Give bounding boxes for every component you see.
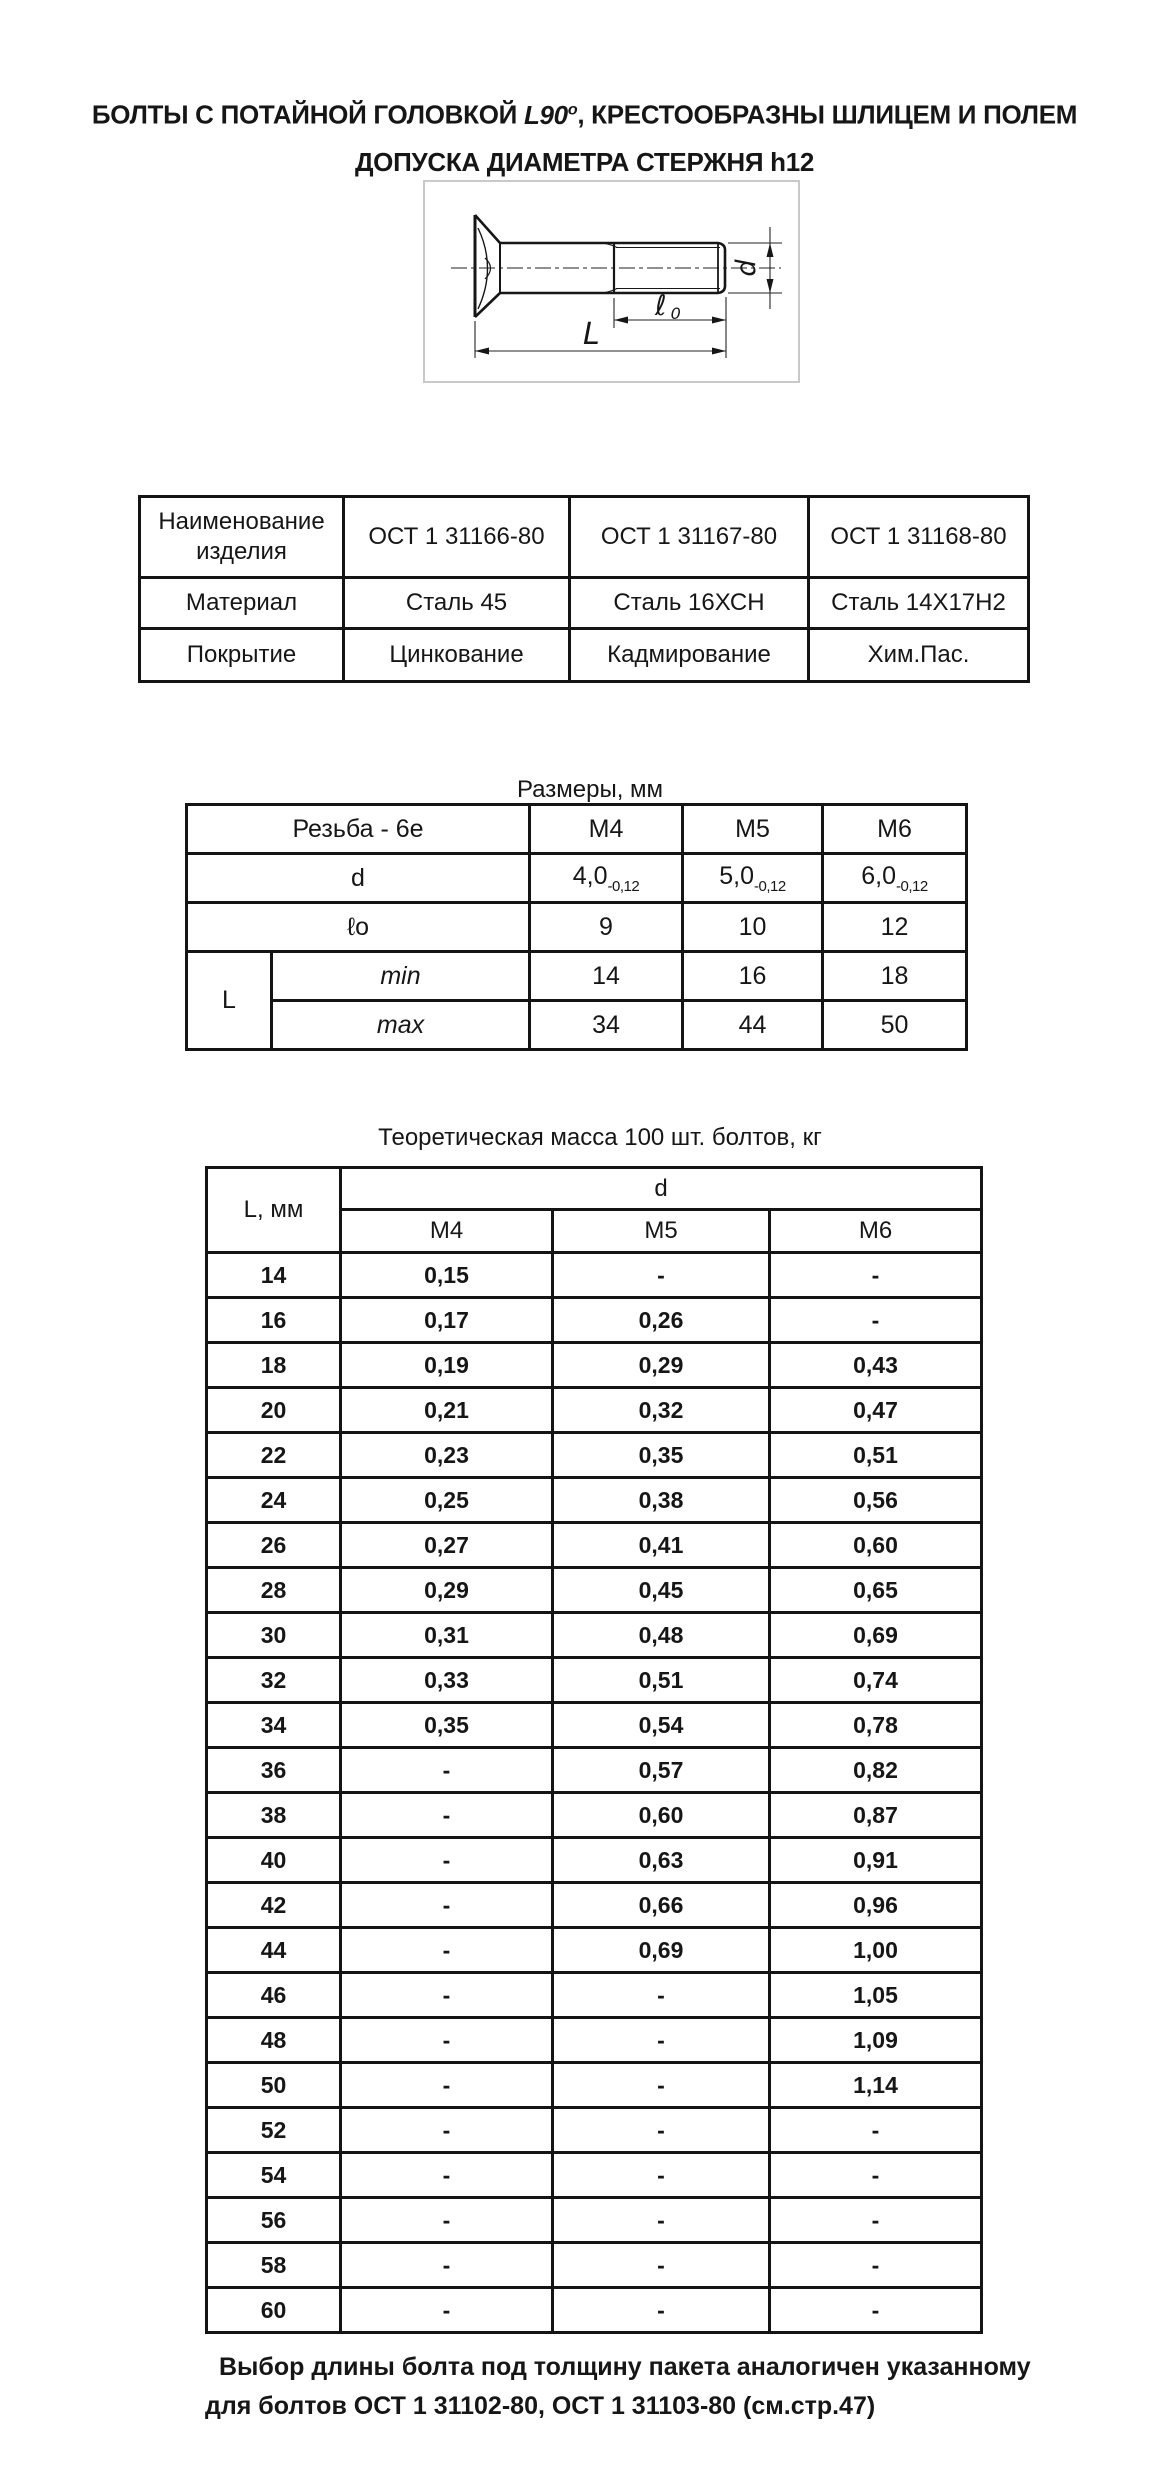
- arrow-d-top: [767, 243, 774, 257]
- arrow-l0-right: [712, 317, 726, 324]
- title-text-cont: , КРЕСТООБРАЗНЫ ШЛИЦЕМ И ПОЛЕМ: [577, 99, 1078, 130]
- size-header: М5: [683, 805, 823, 854]
- title-line-2: ДОПУСКА ДИАМЕТРА СТЕРЖНЯ h12: [354, 146, 815, 177]
- page-title: [0, 86, 1169, 186]
- mass-value: 0,63: [553, 1838, 770, 1883]
- mass-value: 1,05: [770, 1973, 982, 2018]
- table-row: [140, 497, 1029, 578]
- length-value: 32: [207, 1658, 341, 1703]
- mass-value: 1,00: [770, 1928, 982, 1973]
- product-standard: ОСТ 1 31166-80: [344, 497, 570, 578]
- length-value: 58: [207, 2243, 341, 2288]
- mass-value: -: [341, 2198, 553, 2243]
- table-row: [207, 1748, 982, 1793]
- mass-value: -: [770, 2243, 982, 2288]
- size-header: М4: [341, 1210, 553, 1253]
- mass-value: 0,82: [770, 1748, 982, 1793]
- mass-value: -: [341, 2108, 553, 2153]
- product-standard: ОСТ 1 31168-80: [809, 497, 1029, 578]
- table-row: [207, 1568, 982, 1613]
- mass-value: 1,09: [770, 2018, 982, 2063]
- d-nominal: 6,0: [861, 861, 897, 890]
- mass-value: 0,69: [553, 1928, 770, 1973]
- length-value: 48: [207, 2018, 341, 2063]
- d-value: [683, 854, 823, 903]
- table-row: [207, 1478, 982, 1523]
- label-d: d: [731, 259, 762, 277]
- dimensions-caption: Размеры, мм: [516, 776, 664, 803]
- d-nominal: 4,0: [572, 861, 608, 890]
- table-row: [207, 1613, 982, 1658]
- size-header: М4: [530, 805, 683, 854]
- length-value: 50: [207, 2063, 341, 2108]
- mass-value: 0,47: [770, 1388, 982, 1433]
- mass-value: 0,74: [770, 1658, 982, 1703]
- table-row: [187, 854, 967, 903]
- mass-value: 0,66: [553, 1883, 770, 1928]
- d-column-header: d: [341, 1168, 982, 1210]
- mass-value: 0,51: [770, 1433, 982, 1478]
- mass-value: -: [341, 2018, 553, 2063]
- length-value: 36: [207, 1748, 341, 1793]
- coating-value: Кадмирование: [570, 629, 809, 682]
- dimensions-table: [185, 803, 968, 1051]
- mass-value: 0,29: [553, 1343, 770, 1388]
- mass-value: -: [341, 1883, 553, 1928]
- label-L: L: [583, 317, 600, 352]
- L-max-value: 34: [530, 1001, 683, 1050]
- table-row: [187, 1001, 967, 1050]
- table-row: [207, 1298, 982, 1343]
- mass-value: -: [553, 2243, 770, 2288]
- material-value: Сталь 45: [344, 578, 570, 629]
- mass-value: 0,51: [553, 1658, 770, 1703]
- footer-line-2: для болтов ОСТ 1 31102-80, ОСТ 1 31103-80 (см.стр.47): [205, 2392, 876, 2420]
- length-value: 52: [207, 2108, 341, 2153]
- mass-value: -: [341, 1793, 553, 1838]
- l0-row-label: ℓo: [187, 903, 530, 952]
- mass-value: 1,14: [770, 2063, 982, 2108]
- length-value: 60: [207, 2288, 341, 2333]
- table-row: [207, 2018, 982, 2063]
- material-value: Сталь 14Х17Н2: [809, 578, 1029, 629]
- mass-value: -: [770, 2153, 982, 2198]
- mass-value: 0,48: [553, 1613, 770, 1658]
- table-row: [207, 1433, 982, 1478]
- table-row: [207, 1388, 982, 1433]
- table-row: [207, 2288, 982, 2333]
- mass-value: -: [553, 1253, 770, 1298]
- L-min-value: 16: [683, 952, 823, 1001]
- arrow-l0-left: [614, 317, 628, 324]
- mass-value: 0,60: [770, 1523, 982, 1568]
- max-label: max: [272, 1001, 530, 1050]
- mass-value: 0,60: [553, 1793, 770, 1838]
- material-value: Сталь 16ХСН: [570, 578, 809, 629]
- length-value: 16: [207, 1298, 341, 1343]
- mass-caption: Теоретическая масса 100 шт. болтов, кг: [378, 1124, 822, 1151]
- table-row: [207, 1523, 982, 1568]
- title-text: БОЛТЫ С ПОТАЙНОЙ ГОЛОВКОЙ: [91, 99, 524, 130]
- table-row: [207, 1793, 982, 1838]
- length-value: 18: [207, 1343, 341, 1388]
- length-value: 46: [207, 1973, 341, 2018]
- min-label: min: [272, 952, 530, 1001]
- mass-value: 0,41: [553, 1523, 770, 1568]
- mass-value: -: [341, 1748, 553, 1793]
- title-line-1: [0, 86, 1169, 139]
- title-thread-angle: [524, 100, 577, 130]
- table-row: [187, 903, 967, 952]
- title-angle-degree: o: [567, 101, 578, 118]
- L-max-value: 44: [683, 1001, 823, 1050]
- mass-value: 0,54: [553, 1703, 770, 1748]
- title-angle-text: L90: [523, 99, 568, 130]
- row-label: Материал: [140, 578, 344, 629]
- mass-value: -: [770, 1298, 982, 1343]
- mass-value: 0,19: [341, 1343, 553, 1388]
- table-row: [207, 1168, 982, 1210]
- table-row: [207, 1838, 982, 1883]
- mass-value: -: [553, 2063, 770, 2108]
- length-value: 38: [207, 1793, 341, 1838]
- length-value: 20: [207, 1388, 341, 1433]
- d-nominal: 5,0: [719, 861, 755, 890]
- l0-value: 9: [530, 903, 683, 952]
- d-value: [530, 854, 683, 903]
- table-row: [207, 1253, 982, 1298]
- mass-value: -: [770, 2198, 982, 2243]
- mass-value: -: [553, 2018, 770, 2063]
- mass-value: 0,21: [341, 1388, 553, 1433]
- mass-value: -: [770, 1253, 982, 1298]
- length-value: 34: [207, 1703, 341, 1748]
- d-tolerance: -0,12: [754, 877, 786, 895]
- l0-value: 12: [823, 903, 967, 952]
- L-row-label: L: [187, 952, 272, 1050]
- length-value: 22: [207, 1433, 341, 1478]
- length-value: 30: [207, 1613, 341, 1658]
- length-column-header: L, мм: [207, 1168, 341, 1253]
- size-header: М6: [770, 1210, 982, 1253]
- mass-table: [205, 1166, 983, 2334]
- mass-value: 0,87: [770, 1793, 982, 1838]
- mass-value: -: [341, 1928, 553, 1973]
- arrow-L-left: [475, 348, 489, 355]
- size-header: М5: [553, 1210, 770, 1253]
- table-row: [207, 2063, 982, 2108]
- mass-value: 0,45: [553, 1568, 770, 1613]
- mass-value: 0,35: [553, 1433, 770, 1478]
- mass-value: 0,35: [341, 1703, 553, 1748]
- label-l0: ℓ 0: [655, 289, 681, 323]
- footer-line-1: Выбор длины болта под толщину пакета аналогичен указанному: [219, 2353, 1031, 2381]
- mass-value: 0,33: [341, 1658, 553, 1703]
- d-tolerance: -0,12: [607, 877, 640, 895]
- L-min-value: 18: [823, 952, 967, 1001]
- mass-value: 0,25: [341, 1478, 553, 1523]
- length-value: 28: [207, 1568, 341, 1613]
- d-value: [823, 854, 967, 903]
- arrow-d-bottom: [767, 279, 774, 293]
- table-row: [207, 1658, 982, 1703]
- footer-note: [205, 2348, 1055, 2426]
- size-header: М6: [823, 805, 967, 854]
- mass-value: -: [770, 2108, 982, 2153]
- mass-value: 0,26: [553, 1298, 770, 1343]
- mass-value: -: [341, 1973, 553, 2018]
- table-row: [207, 1343, 982, 1388]
- arrow-L-right: [712, 348, 726, 355]
- table-row: [187, 952, 967, 1001]
- table-row: [207, 2108, 982, 2153]
- mass-value: -: [553, 2198, 770, 2243]
- table-row: [207, 2243, 982, 2288]
- mass-value: 0,69: [770, 1613, 982, 1658]
- mass-value: 0,31: [341, 1613, 553, 1658]
- length-value: 42: [207, 1883, 341, 1928]
- mass-value: -: [553, 2153, 770, 2198]
- d-row-label: d: [187, 854, 530, 903]
- length-value: 24: [207, 1478, 341, 1523]
- length-value: 40: [207, 1838, 341, 1883]
- mass-value: -: [341, 2063, 553, 2108]
- length-value: 56: [207, 2198, 341, 2243]
- table-row: [207, 1928, 982, 1973]
- product-standard: ОСТ 1 31167-80: [570, 497, 809, 578]
- mass-value: 0,15: [341, 1253, 553, 1298]
- mass-value: 0,17: [341, 1298, 553, 1343]
- L-min-value: 14: [530, 952, 683, 1001]
- mass-value: -: [770, 2288, 982, 2333]
- table-row: [207, 1703, 982, 1748]
- mass-value: 0,29: [341, 1568, 553, 1613]
- mass-value: -: [341, 2153, 553, 2198]
- mass-value: -: [341, 1838, 553, 1883]
- mass-value: 0,96: [770, 1883, 982, 1928]
- l0-value: 10: [683, 903, 823, 952]
- table-row: [140, 629, 1029, 682]
- length-value: 44: [207, 1928, 341, 1973]
- mass-value: 0,78: [770, 1703, 982, 1748]
- mass-value: -: [553, 2108, 770, 2153]
- table-row: [140, 578, 1029, 629]
- dimension-L: [475, 321, 726, 358]
- bolt-drawing-frame: [423, 180, 800, 383]
- mass-value: -: [341, 2288, 553, 2333]
- table-row: [207, 1883, 982, 1928]
- mass-value: 0,57: [553, 1748, 770, 1793]
- row-label: Покрытие: [140, 629, 344, 682]
- table-row: [207, 2198, 982, 2243]
- mass-value: -: [341, 2243, 553, 2288]
- mass-value: 0,43: [770, 1343, 982, 1388]
- table-row: [207, 1973, 982, 2018]
- mass-value: 0,65: [770, 1568, 982, 1613]
- bolt-drawing: [425, 182, 798, 381]
- mass-value: 0,32: [553, 1388, 770, 1433]
- length-value: 14: [207, 1253, 341, 1298]
- L-max-value: 50: [823, 1001, 967, 1050]
- coating-value: Хим.Пас.: [809, 629, 1029, 682]
- table-row: [207, 2153, 982, 2198]
- length-value: 26: [207, 1523, 341, 1568]
- bolt-head: [475, 215, 500, 317]
- mass-value: 0,27: [341, 1523, 553, 1568]
- coating-value: Цинкование: [344, 629, 570, 682]
- length-value: 54: [207, 2153, 341, 2198]
- mass-value: -: [553, 2288, 770, 2333]
- table-row: [187, 805, 967, 854]
- product-info-table: [138, 495, 1030, 683]
- mass-value: 0,56: [770, 1478, 982, 1523]
- d-tolerance: -0,12: [896, 877, 928, 895]
- mass-value: 0,38: [553, 1478, 770, 1523]
- mass-value: 0,91: [770, 1838, 982, 1883]
- mass-value: 0,23: [341, 1433, 553, 1478]
- row-label: Наименование изделия: [140, 497, 344, 578]
- thread-header: Резьба - 6е: [187, 805, 530, 854]
- mass-value: -: [553, 1973, 770, 2018]
